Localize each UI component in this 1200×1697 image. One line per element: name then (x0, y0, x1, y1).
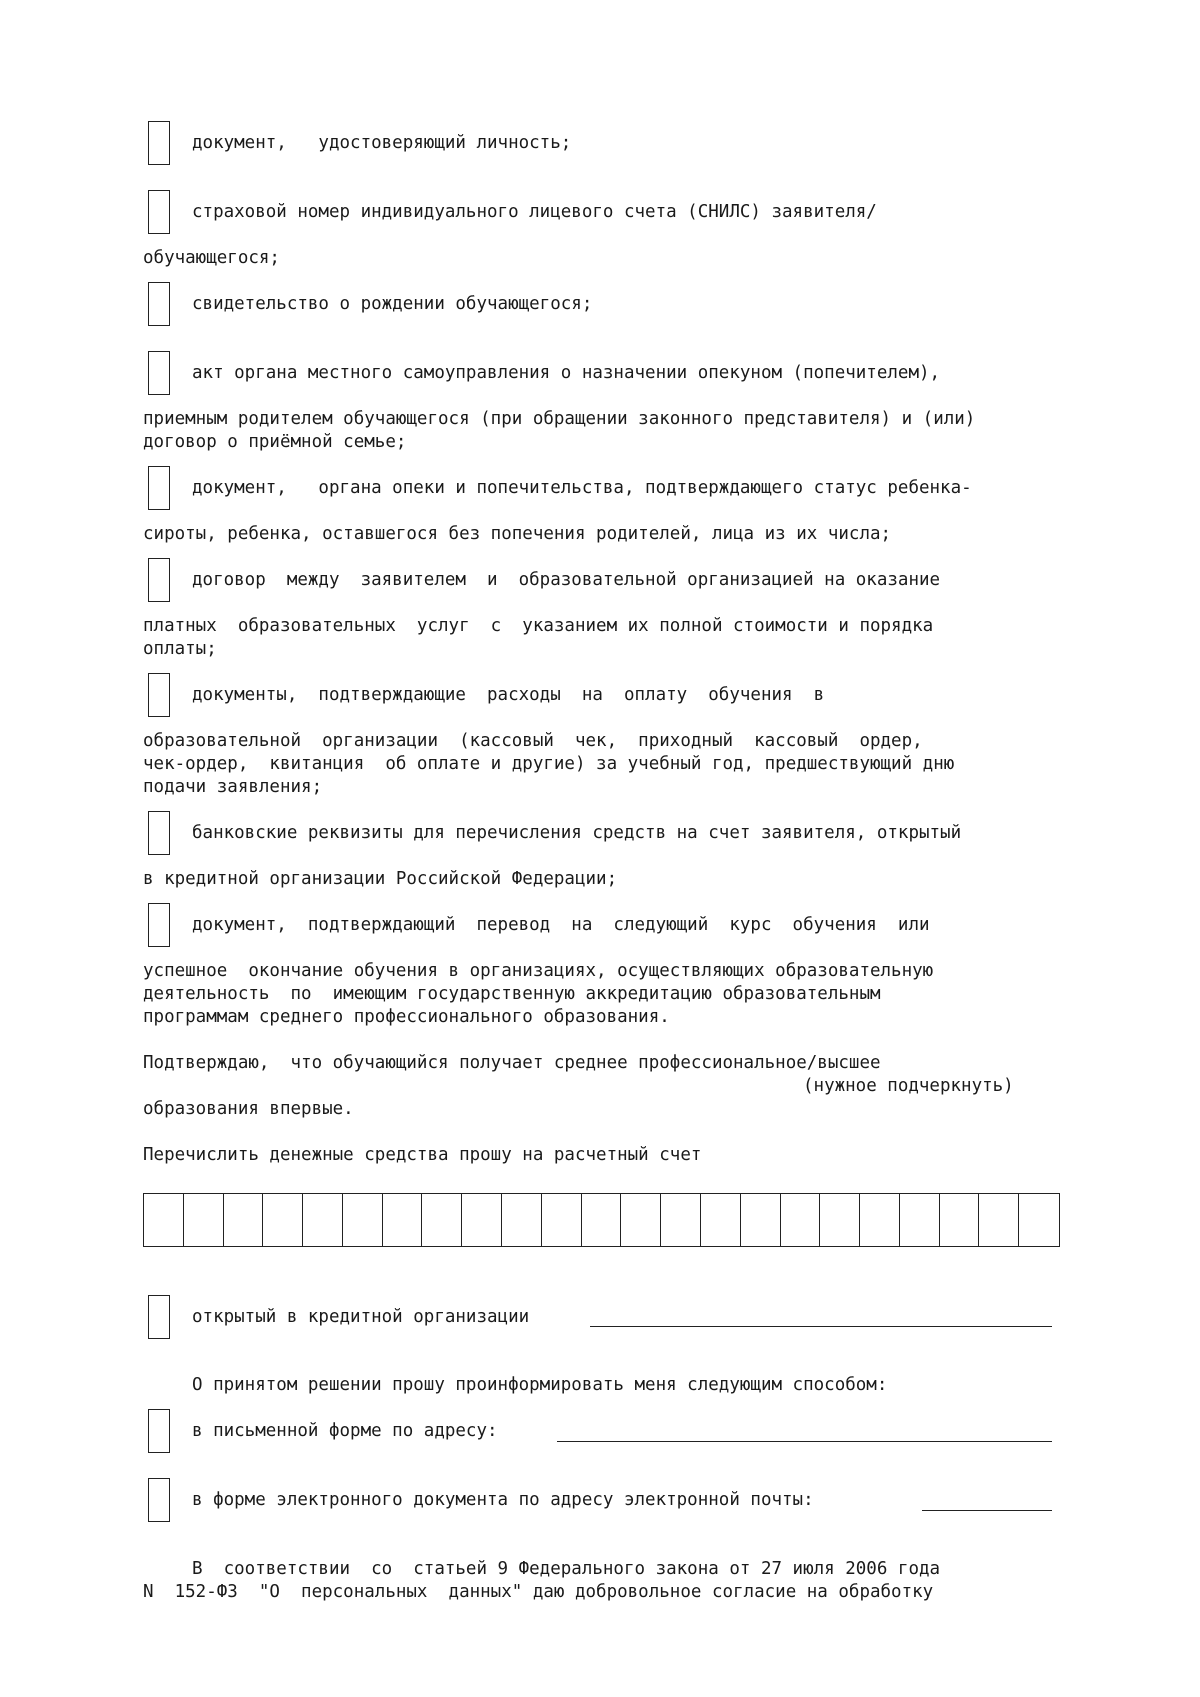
confirmation-end: образования впервые. (143, 1099, 354, 1119)
account-digit-cell[interactable] (383, 1194, 423, 1246)
transfer-document-continued-3: программам среднего профессионального образования. (143, 1007, 670, 1027)
account-digit-cell[interactable] (860, 1194, 900, 1246)
notification-method-heading: О принятом решении прошу проинформировать меня следующим способом: (192, 1375, 888, 1395)
snils-label-continued: обучающегося; (143, 248, 280, 268)
account-digit-cell[interactable] (343, 1194, 383, 1246)
email-address-field[interactable] (922, 1510, 1052, 1511)
account-digit-cell[interactable] (940, 1194, 980, 1246)
account-digit-cell[interactable] (144, 1194, 184, 1246)
transfer-document-continued-1: успешное окончание обучения в организациях, осуществляющих образовательную (143, 961, 934, 981)
checkbox-snils[interactable] (148, 190, 170, 234)
account-digit-cell[interactable] (900, 1194, 940, 1246)
payment-documents-label: документы, подтверждающие расходы на оплату обучения в (192, 685, 825, 705)
transfer-document-continued-2: деятельность по имеющим государственную аккредитацию образовательным (143, 984, 881, 1004)
checkbox-bank-details[interactable] (148, 811, 170, 855)
guardianship-act-label: акт органа местного самоуправления о назначении опекуном (попечителем), (192, 363, 941, 383)
confirmation-note: (нужное подчеркнуть) (803, 1076, 1014, 1096)
account-digit-cell[interactable] (701, 1194, 741, 1246)
education-contract-label: договор между заявителем и образовательной организацией на оказание (192, 570, 941, 590)
checkbox-orphan-status-document[interactable] (148, 466, 170, 510)
account-digit-cell[interactable] (542, 1194, 582, 1246)
account-digit-cell[interactable] (462, 1194, 502, 1246)
birth-certificate-label: свидетельство о рождении обучающегося; (192, 294, 593, 314)
checkbox-education-contract[interactable] (148, 558, 170, 602)
checkbox-birth-certificate[interactable] (148, 282, 170, 326)
account-digit-cell[interactable] (820, 1194, 860, 1246)
orphan-status-label: документ, органа опеки и попечительства, подтверждающего статус ребенка- (192, 478, 972, 498)
orphan-status-continued: сироты, ребенка, оставшегося без попечения родителей, лица из их числа; (143, 524, 892, 544)
checkbox-electronic-form[interactable] (148, 1478, 170, 1522)
education-contract-continued-1: платных образовательных услуг с указанием их полной стоимости и порядка (143, 616, 934, 636)
account-digit-cell[interactable] (263, 1194, 303, 1246)
bank-details-label: банковские реквизиты для перечисления средств на счет заявителя, открытый (192, 823, 962, 843)
payment-documents-continued-1: образовательной организации (кассовый чек, приходный кассовый ордер, (143, 731, 923, 751)
account-digit-cell[interactable] (502, 1194, 542, 1246)
account-number-grid[interactable] (143, 1193, 1060, 1247)
identity-document-label: документ, удостоверяющий личность; (192, 133, 572, 153)
consent-text-2: N 152-ФЗ "О персональных данных" даю добровольное согласие на обработку (143, 1582, 934, 1602)
account-digit-cell[interactable] (1019, 1194, 1059, 1246)
checkbox-written-form[interactable] (148, 1409, 170, 1453)
account-digit-cell[interactable] (422, 1194, 462, 1246)
account-digit-cell[interactable] (224, 1194, 264, 1246)
checkbox-bank-organization[interactable] (148, 1295, 170, 1339)
transfer-document-label: документ, подтверждающий перевод на следующий курс обучения или (192, 915, 930, 935)
account-digit-cell[interactable] (621, 1194, 661, 1246)
checkbox-transfer-document[interactable] (148, 903, 170, 947)
checkbox-guardianship-act[interactable] (148, 351, 170, 395)
checkbox-identity-document[interactable] (148, 121, 170, 165)
education-contract-continued-2: оплаты; (143, 639, 217, 659)
postal-address-field[interactable] (557, 1441, 1052, 1442)
payment-documents-continued-3: подачи заявления; (143, 777, 323, 797)
account-digit-cell[interactable] (781, 1194, 821, 1246)
account-digit-cell[interactable] (661, 1194, 701, 1246)
account-digit-cell[interactable] (582, 1194, 622, 1246)
account-digit-cell[interactable] (741, 1194, 781, 1246)
account-digit-cell[interactable] (979, 1194, 1019, 1246)
guardianship-act-continued-2: договор о приёмной семье; (143, 432, 407, 452)
bank-details-continued: в кредитной организации Российской Федерации; (143, 869, 618, 889)
written-form-label: в письменной форме по адресу: (192, 1421, 498, 1441)
snils-label: страховой номер индивидуального лицевого счета (СНИЛС) заявителя/ (192, 202, 877, 222)
bank-organization-label: открытый в кредитной организации (192, 1307, 530, 1327)
account-digit-cell[interactable] (303, 1194, 343, 1246)
transfer-request: Перечислить денежные средства прошу на расчетный счет (143, 1145, 702, 1165)
checkbox-payment-documents[interactable] (148, 673, 170, 717)
electronic-form-label: в форме электронного документа по адресу электронной почты: (192, 1490, 814, 1510)
bank-organization-field[interactable] (590, 1326, 1052, 1327)
payment-documents-continued-2: чек-ордер, квитанция об оплате и другие) за учебный год, предшествующий дню (143, 754, 955, 774)
consent-text-1: В соответствии со статьей 9 Федерального закона от 27 июля 2006 года (192, 1559, 941, 1579)
confirmation-text: Подтверждаю, что обучающийся получает среднее профессиональное/высшее (143, 1053, 881, 1073)
guardianship-act-continued-1: приемным родителем обучающегося (при обращении законного представителя) и (или) (143, 409, 976, 429)
account-digit-cell[interactable] (184, 1194, 224, 1246)
